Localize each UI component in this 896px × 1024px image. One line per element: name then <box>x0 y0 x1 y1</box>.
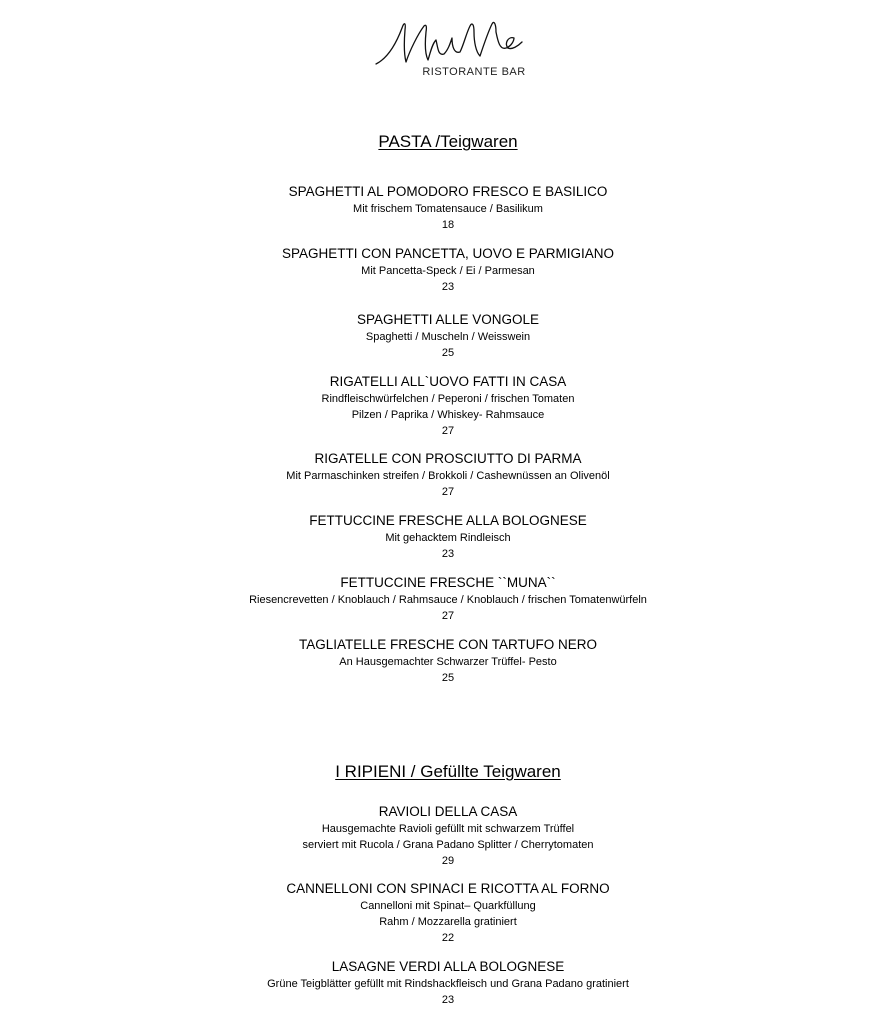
section-title-ripieni: I RIPIENI / Gefüllte Teigwaren <box>335 762 561 781</box>
menu-item <box>0 880 896 946</box>
menu-item-description: Grüne Teigblätter gefüllt mit Rindshackfleisch und Grana Padano gratiniert <box>267 978 629 990</box>
menu-item-description: Mit frischem Tomatensauce / Basilikum <box>353 203 543 215</box>
menu-item-description: Mit gehacktem Rindleisch <box>385 532 511 544</box>
menu-item-price: 27 <box>441 610 455 622</box>
menu-item-price: 23 <box>441 281 455 293</box>
logo-subtitle: RISTORANTE BAR <box>422 66 526 78</box>
menu-item <box>0 450 896 500</box>
menu-item-price: 27 <box>441 486 455 498</box>
menu-item-price: 25 <box>441 672 455 684</box>
menu-item-price: 18 <box>441 219 455 231</box>
menu-item <box>0 574 896 624</box>
menu-item-name: SPAGHETTI ALLE VONGOLE <box>356 312 540 327</box>
menu-item <box>0 636 896 686</box>
menu-item-description: Cannelloni mit Spinat– Quarkfüllung <box>360 900 536 912</box>
menu-item-name: FETTUCCINE FRESCHE ALLA BOLOGNESE <box>309 513 587 528</box>
menu-item <box>0 512 896 562</box>
menu-item-description: Pilzen / Paprika / Whiskey- Rahmsauce <box>351 409 545 421</box>
menu-item-description: Mit Parmaschinken streifen / Brokkoli / Cashewnüssen an Olivenöl <box>286 470 610 482</box>
menu-item <box>0 373 896 439</box>
menu-item-price: 22 <box>441 932 455 944</box>
menu-item-name: SPAGHETTI AL POMODORO FRESCO E BASILICO <box>288 184 608 199</box>
menu-item-name: TAGLIATELLE FRESCHE CON TARTUFO NERO <box>298 637 598 652</box>
menu-item-description: Spaghetti / Muscheln / Weisswein <box>365 331 531 343</box>
restaurant-logo <box>0 14 896 78</box>
menu-item-name: RIGATELLE CON PROSCIUTTO DI PARMA <box>314 451 582 466</box>
menu-item <box>0 245 896 295</box>
menu-item-name: RAVIOLI DELLA CASA <box>378 804 518 819</box>
menu-item-name: CANNELLONI CON SPINACI E RICOTTA AL FORNO <box>286 881 610 896</box>
menu-item <box>0 183 896 233</box>
menu-item-price: 27 <box>441 425 455 437</box>
menu-item-name: SPAGHETTI CON PANCETTA, UOVO E PARMIGIANO <box>281 246 615 261</box>
muna-signature-logo <box>368 14 528 72</box>
menu-item-description: Riesencrevetten / Knoblauch / Rahmsauce / Knoblauch / frischen Tomatenwürfeln <box>249 594 647 606</box>
menu-item-description: Hausgemachte Ravioli gefüllt mit schwarzem Trüffel <box>321 823 575 835</box>
menu-item-description: Mit Pancetta-Speck / Ei / Parmesan <box>361 265 535 277</box>
menu-item-name: FETTUCCINE FRESCHE ``MUNA`` <box>340 575 556 590</box>
menu-item <box>0 958 896 1008</box>
menu-item <box>0 803 896 869</box>
section-title-pasta: PASTA /Teigwaren <box>378 132 518 151</box>
menu-item-price: 25 <box>441 347 455 359</box>
menu-item-description: An Hausgemachter Schwarzer Trüffel- Pesto <box>339 656 557 668</box>
menu-item-price: 23 <box>441 994 455 1006</box>
menu-item-name: RIGATELLI ALL`UOVO FATTI IN CASA <box>329 374 567 389</box>
menu-item-price: 29 <box>441 855 455 867</box>
menu-item-description: Rindfleischwürfelchen / Peperoni / frischen Tomaten <box>321 393 575 405</box>
menu-item-name: LASAGNE VERDI ALLA BOLOGNESE <box>331 959 565 974</box>
menu-item <box>0 311 896 361</box>
menu-item-description: Rahm / Mozzarella gratiniert <box>379 916 517 928</box>
menu-item-description: serviert mit Rucola / Grana Padano Splitter / Cherrytomaten <box>302 839 594 851</box>
menu-item-price: 23 <box>441 548 455 560</box>
